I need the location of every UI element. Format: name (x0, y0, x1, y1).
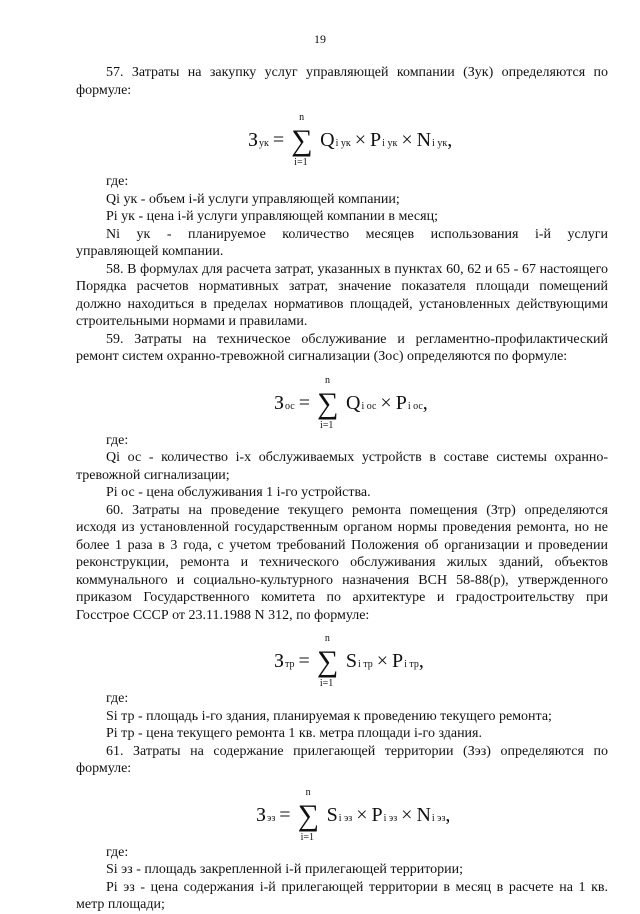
where-label: где: (106, 844, 129, 860)
page-number: 19 (314, 32, 326, 46)
paragraph-59: 59. Затраты на техническое обслуживание и регламентно-профилактический ремонт систем охранно-тревожной сигнализации (Зос) определяются по формуле: (76, 331, 608, 364)
sum-symbol: n ∑ i=1 (317, 374, 339, 431)
definition-p-tr: Pi тр - цена текущего ремонта 1 кв. метра площади i-го здания. (106, 726, 482, 741)
definition-s-ez: Si эз - площадь закрепленной i-й прилегающей территории; (106, 862, 464, 877)
paragraph-60: 60. Затраты на проведение текущего ремонта помещения (Зтр) определяются исходя из установленной государственным органом нормы проведения ремонта, но не более 1 раза в 3 года, с учетом требований Положения об организации и проведении реконструкции, ремонта и технического обслуживания жилых зданий, объектов коммунального и социально-культурного назначения ВСН 58-88(р), утвержденного приказом Государственного комитета по архитектуре и градостроительству при Госстрое СССР от 23.11.1988 N 312, по формуле: (76, 502, 608, 623)
formula-57: З ук = n ∑ i=1 Q i ук × P i ук × N i ук , (248, 112, 453, 168)
sum-symbol: n ∑ i=1 (316, 633, 339, 689)
definition-p-os: Pi ос - цена обслуживания 1 i-го устройства. (106, 485, 371, 500)
formula-lhs: З (248, 129, 259, 151)
page-body (76, 64, 608, 914)
formula-59: З ос = n ∑ i=1 Q i ос × P i ос , (274, 374, 428, 431)
formula-61: З эз = n ∑ i=1 S i эз × P i эз × N i эз , (256, 786, 451, 843)
paragraph-61: 61. Затраты на содержание прилегающей территории (Зэз) определяются по формуле: (76, 743, 608, 776)
definition-p-ez: Pi эз - цена содержания i-й прилегающей территории в месяц в расчете на 1 кв. метр площади; (76, 879, 608, 912)
paragraph-57: 57. Затраты на закупку услуг управляющей компании (Зук) определяются по формуле: (76, 65, 608, 98)
sum-symbol: n ∑ i=1 (297, 786, 319, 843)
definition-n-uk: Ni ук - планируемое количество месяцев использования i-й услуги (106, 226, 608, 242)
sum-symbol: n ∑ i=1 (291, 112, 313, 168)
paragraph-58: 58. В формулах для расчета затрат, указанных в пунктах 60, 62 и 65 - 67 настоящего Порядка расчетов нормативных затрат, значение показателя площади помещений должно находиться в пределах нормативов площадей, установленных действующими строительными нормами и правилами. (76, 261, 608, 329)
definition-s-tr: Si тр - площадь i-го здания, планируемая к проведению текущего ремонта; (106, 708, 552, 724)
definition-p-uk: Pi ук - цена i-й услуги управляющей компании в месяц; (106, 209, 438, 224)
definition-n-uk-cont: управляющей компании. (76, 244, 224, 259)
definition-q-os: Qi ос - количество i-х обслуживаемых устройств в составе системы охранно-тревожной сигнализации; (76, 450, 608, 483)
definition-q-uk: Qi ук - объем i-й услуги управляющей компании; (106, 191, 400, 207)
where-label: где: (106, 691, 129, 706)
where-label: где: (106, 432, 129, 448)
where-label: где: (106, 174, 129, 189)
formula-60: З тр = n ∑ i=1 S i тр × P i тр , (274, 633, 424, 689)
